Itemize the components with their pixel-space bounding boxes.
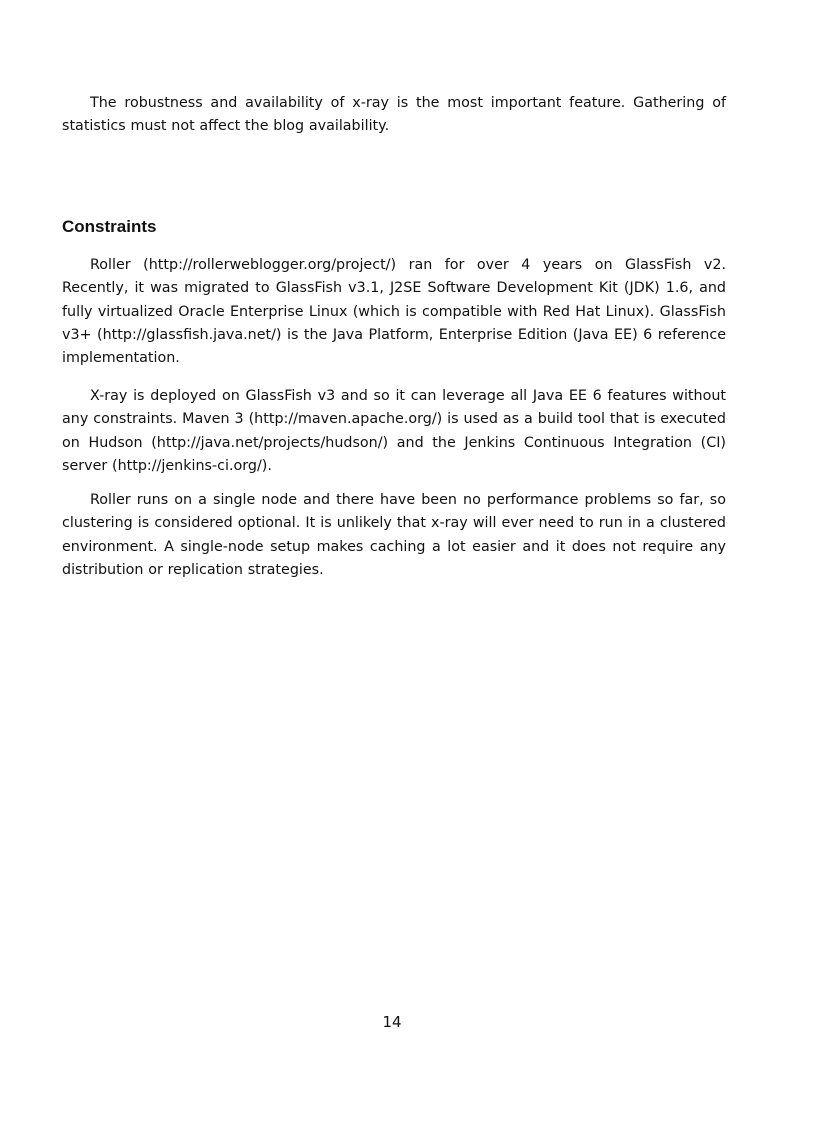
paragraph-block-1 <box>62 254 726 370</box>
paragraph-single-node: Roller runs on a single node and there have been no performance problems so far, so clustering is considered optional. It is unlikely that x-ray will ever need to run in a clustered environment. A single-node setup makes caching a lot easier and it does not require any distribution or replication strategies. <box>62 492 726 578</box>
page-number: 14 <box>382 1013 402 1031</box>
intro-paragraph: The robustness and availability of x-ray is the most important feature. Gathering of statistics must not affect the blog availability. <box>62 95 726 135</box>
section-heading: Constraints <box>62 217 157 236</box>
intro-paragraph-block <box>62 92 726 139</box>
paragraph-block-2 <box>62 385 726 478</box>
paragraph-block-3 <box>62 489 726 582</box>
paragraph-xray-deployment: X-ray is deployed on GlassFish v3 and so it can leverage all Java EE 6 features without any constraints. Maven 3 (http://maven.apache.org/) is used as a build tool that is executed on Hudson (http://java.net/projects/hudson/) and the Jenkins Continuous Integration (CI) server (http://jenkins-ci.org/). <box>62 388 726 474</box>
paragraph-roller-platform: Roller (http://rollerweblogger.org/project/) ran for over 4 years on GlassFish v2. Recently, it was migrated to GlassFish v3.1, J2SE Software Development Kit (JDK) 1.6, and fully virtualized Oracle Enterprise Linux (which is compatible with Red Hat Linux). GlassFish v3+ (http://glassfish.java.net/) is the Java Platform, Enterprise Edition (Java EE) 6 reference implementation. <box>62 257 726 367</box>
section-heading-block <box>62 216 726 238</box>
